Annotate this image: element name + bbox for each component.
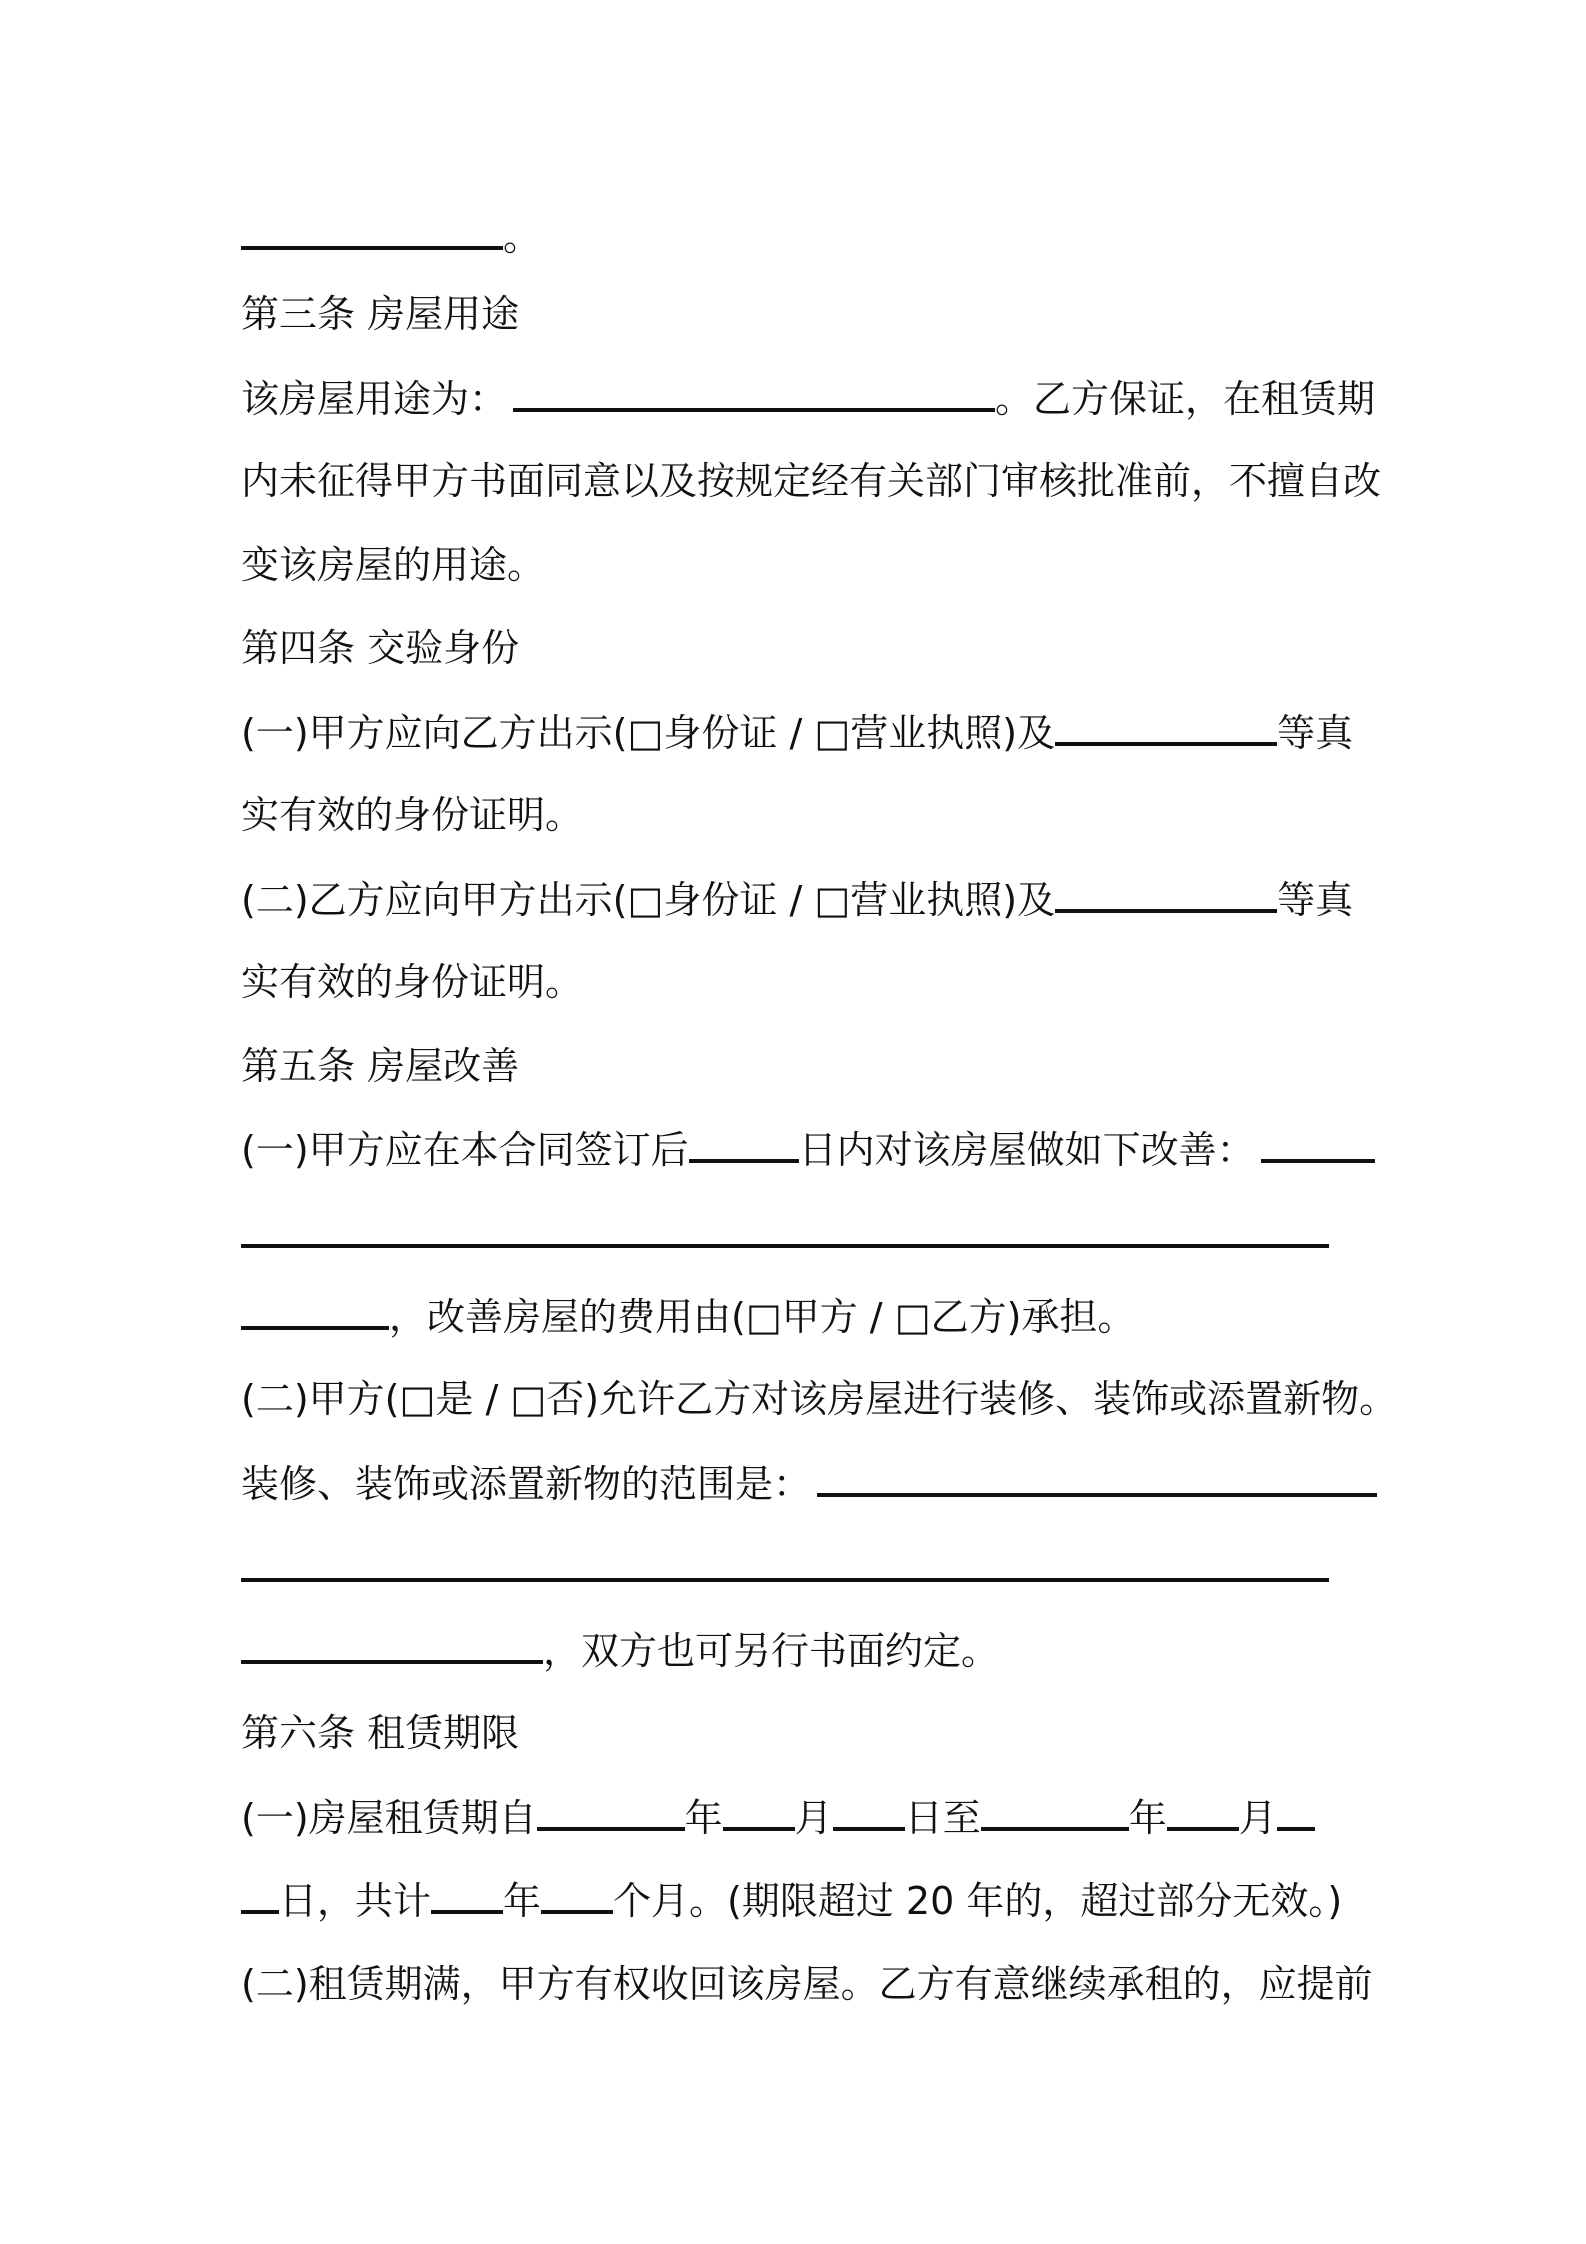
text-segment: (一)甲方应向乙方出示(□身份证 / □营业执照)及 [241, 711, 1056, 755]
article-6-item-1-line-2 [241, 1874, 1342, 1927]
end-year-blank[interactable] [981, 1791, 1129, 1831]
article-4-item-1-line-2: 实有效的身份证明。 [241, 793, 584, 837]
days-blank[interactable] [689, 1123, 799, 1163]
article-5-item-1-line-1 [241, 1123, 1375, 1176]
start-month-blank[interactable] [723, 1791, 795, 1831]
renovation-scope-blank[interactable] [817, 1457, 1377, 1497]
blank-line-continuation [241, 210, 541, 263]
text-segment: ，双方也可另行书面约定。 [543, 1629, 1000, 1673]
text-segment: 该房屋用途为： [241, 377, 508, 421]
renovation-scope-blank-end[interactable] [241, 1624, 543, 1664]
text-segment: 年 [1128, 1796, 1167, 1840]
article-3-heading: 第三条 房屋用途 [241, 292, 520, 336]
article-4-item-2-line-2: 实有效的身份证明。 [241, 960, 584, 1004]
article-6-item-2-line-1: (二)租赁期满，甲方有权收回该房屋。乙方有意继续承租的，应提前 [241, 1962, 1373, 2006]
text-segment: 。 [503, 215, 542, 259]
article-5-item-1-line-3 [241, 1290, 1135, 1343]
start-year-blank[interactable] [537, 1791, 685, 1831]
improvement-blank-full-line[interactable] [241, 1244, 1329, 1248]
article-5-item-2-line-1: (二)甲方(□是 / □否)允许乙方对该房屋进行装修、装饰或添置新物。 [241, 1377, 1398, 1421]
house-use-blank[interactable] [513, 372, 995, 412]
text-segment: 日至 [904, 1796, 981, 1840]
text-segment: 等真 [1277, 711, 1354, 755]
article-6-heading: 第六条 租赁期限 [241, 1711, 520, 1755]
article-3-paragraph-line-3: 变该房屋的用途。 [241, 543, 546, 587]
text-segment: (二)乙方应向甲方出示(□身份证 / □营业执照)及 [241, 878, 1056, 922]
text-segment: 日内对该房屋做如下改善： [798, 1128, 1255, 1172]
article-4-item-2-line-1 [241, 873, 1353, 926]
article-5-item-2-line-4 [241, 1624, 999, 1677]
end-day-blank-start[interactable] [1277, 1791, 1315, 1831]
start-day-blank[interactable] [833, 1791, 905, 1831]
improvement-blank[interactable] [1261, 1123, 1375, 1163]
text-segment: (一)房屋租赁期自 [241, 1796, 537, 1840]
article-4-heading: 第四条 交验身份 [241, 626, 520, 670]
end-month-blank[interactable] [1167, 1791, 1239, 1831]
improvement-blank-end[interactable] [241, 1290, 389, 1330]
renovation-scope-full-line[interactable] [241, 1578, 1329, 1582]
party-b-id-blank[interactable] [1055, 873, 1277, 913]
text-segment: 装修、装饰或添置新物的范围是： [241, 1462, 812, 1506]
article-3-purpose-line [241, 372, 1375, 425]
end-day-blank-end[interactable] [241, 1874, 279, 1914]
article-4-item-1-line-1 [241, 706, 1353, 759]
text-segment: 年 [503, 1879, 542, 1923]
text-segment: 日，共计 [279, 1879, 432, 1923]
text-segment: 。乙方保证，在租赁期 [995, 377, 1376, 421]
text-segment: 月 [1238, 1796, 1277, 1840]
fill-in-blank[interactable] [241, 210, 503, 250]
text-segment: 月 [794, 1796, 833, 1840]
total-years-blank[interactable] [431, 1874, 503, 1914]
article-6-item-1-line-1 [241, 1791, 1315, 1844]
text-segment: ，改善房屋的费用由(□甲方 / □乙方)承担。 [389, 1295, 1136, 1339]
text-segment: 年 [684, 1796, 723, 1840]
text-segment: 等真 [1277, 878, 1354, 922]
party-a-id-blank[interactable] [1055, 706, 1277, 746]
article-5-item-2-line-2 [241, 1457, 1377, 1510]
article-3-paragraph-line-2: 内未征得甲方书面同意以及按规定经有关部门审核批准前，不擅自改 [241, 459, 1382, 503]
text-segment: 个月。(期限超过 20 年的，超过部分无效。) [613, 1879, 1343, 1923]
text-segment: (一)甲方应在本合同签订后 [241, 1128, 689, 1172]
total-months-blank[interactable] [541, 1874, 613, 1914]
article-5-heading: 第五条 房屋改善 [241, 1044, 520, 1088]
